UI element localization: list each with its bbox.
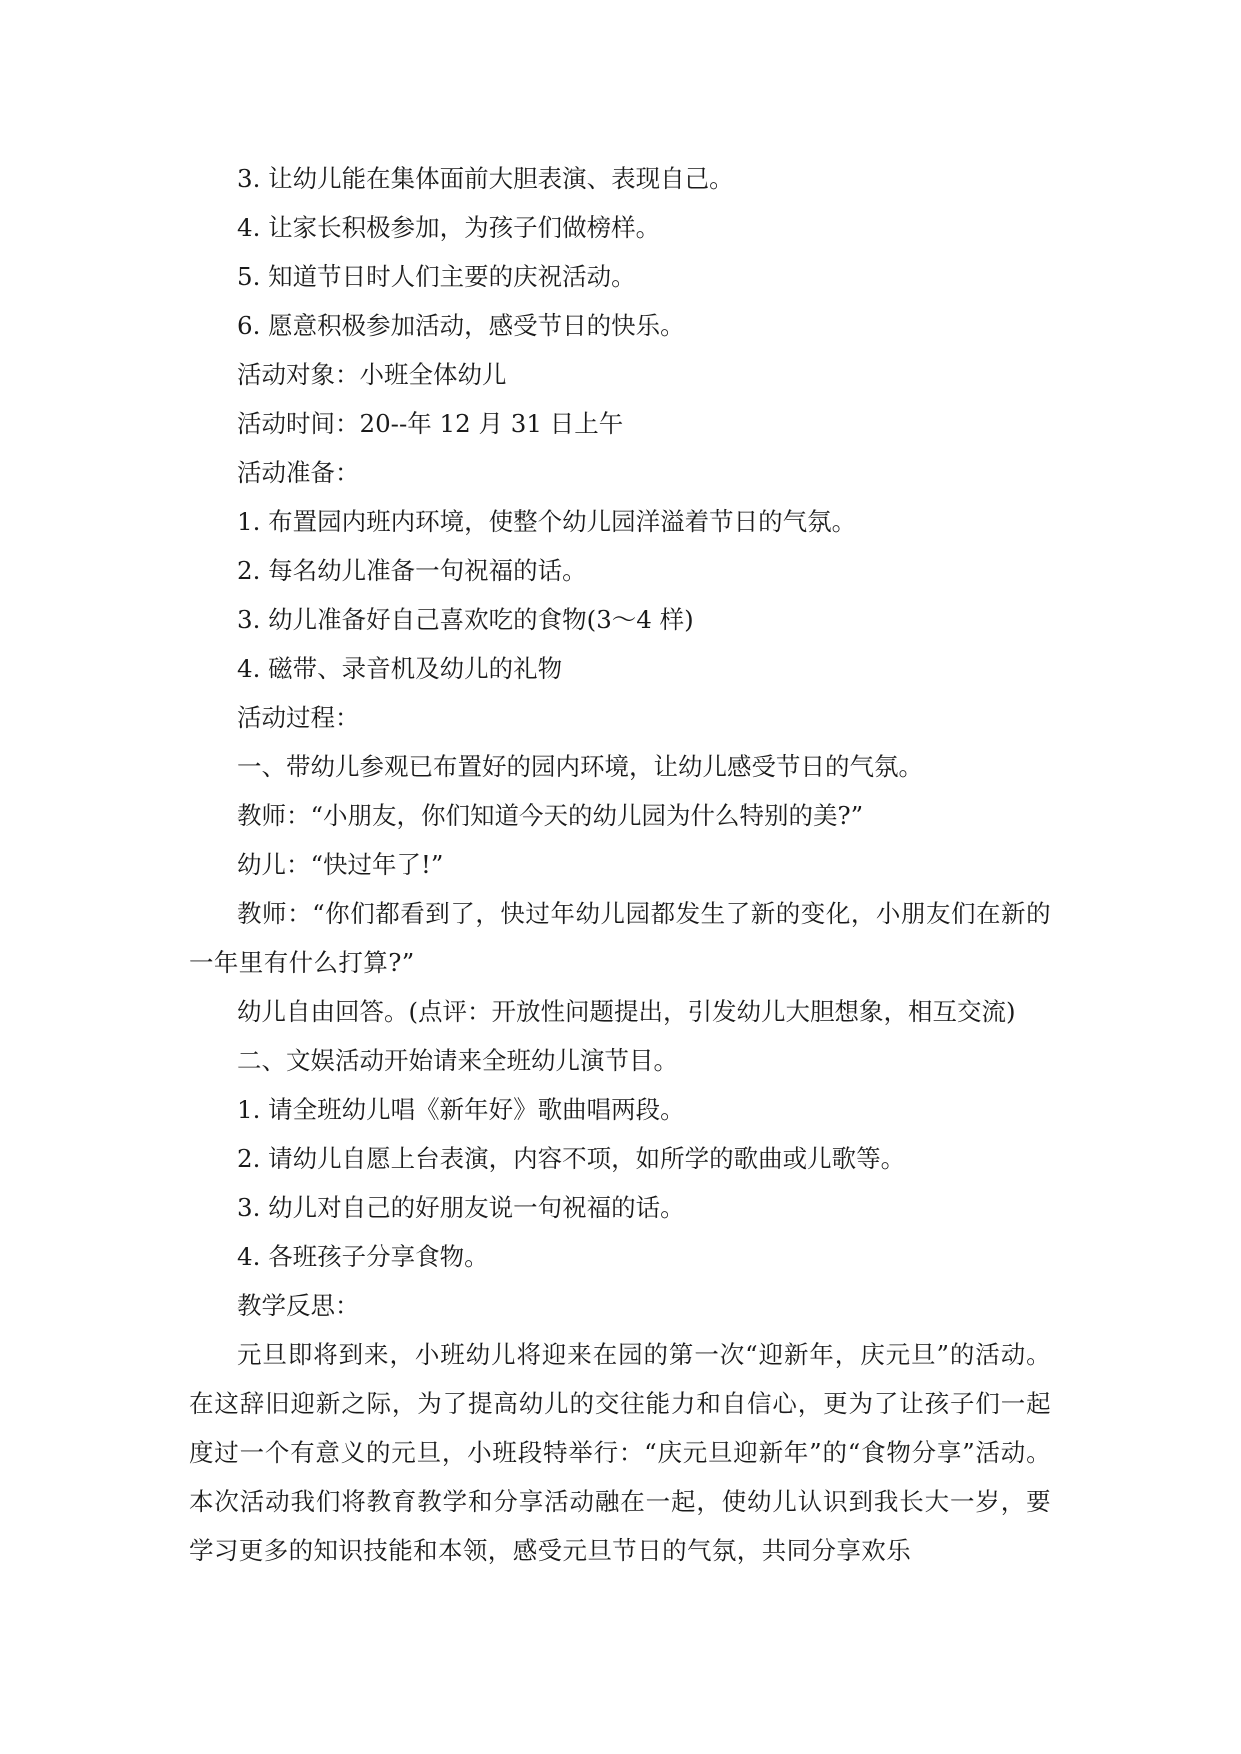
performance-item-2: 2. 请幼儿自愿上台表演，内容不项，如所学的歌曲或儿歌等。	[237, 1144, 906, 1173]
process-step-1: 一、带幼儿参观已布置好的园内环境，让幼儿感受节日的气氛。	[237, 752, 923, 781]
dialogue-teacher-1: 教师：“小朋友，你们知道今天的幼儿园为什么特别的美?”	[237, 801, 864, 830]
preparation-item-4: 4. 磁带、录音机及幼儿的礼物	[237, 654, 563, 683]
reflection-body: 元旦即将到来，小班幼儿将迎来在园的第一次“迎新年，庆元旦”的活动。在这辞旧迎新之际，为了提高幼儿的交往能力和自信心，更为了让孩子们一起度过一个有意义的元旦，小班段特举行：“庆元旦迎新年”的“食物分享”活动。本次活动我们将教育教学和分享活动融在一起，使幼儿认识到我长大一岁，要学习更多的知识技能和本领，感受元旦节日的气氛，共同分享欢乐	[189, 1340, 1051, 1565]
process-step-2: 二、文娱活动开始请来全班幼儿演节目。	[237, 1046, 678, 1075]
preparation-item-2: 2. 每名幼儿准备一句祝福的话。	[237, 556, 587, 585]
preparation-item-3: 3. 幼儿准备好自己喜欢吃的食物(3～4 样)	[237, 605, 694, 634]
process-heading: 活动过程：	[237, 703, 360, 732]
dialogue-child-1: 幼儿：“快过年了!”	[237, 850, 444, 879]
preparation-heading: 活动准备：	[237, 458, 360, 487]
performance-item-1: 1. 请全班幼儿唱《新年好》歌曲唱两段。	[237, 1095, 685, 1124]
free-answer-note: 幼儿自由回答。(点评：开放性问题提出，引发幼儿大胆想象，相互交流)	[237, 997, 1016, 1026]
document-body	[189, 154, 1051, 1575]
activity-time: 活动时间：20--年 12 月 31 日上午	[237, 409, 624, 438]
goal-item-5: 5. 知道节日时人们主要的庆祝活动。	[237, 262, 636, 291]
performance-item-4: 4. 各班孩子分享食物。	[237, 1242, 489, 1271]
dialogue-teacher-2: 教师：“你们都看到了，快过年幼儿园都发生了新的变化，小朋友们在新的一年里有什么打算?”	[189, 899, 1051, 977]
preparation-item-1: 1. 布置园内班内环境，使整个幼儿园洋溢着节日的气氛。	[237, 507, 857, 536]
performance-item-3: 3. 幼儿对自己的好朋友说一句祝福的话。	[237, 1193, 685, 1222]
goal-item-6: 6. 愿意积极参加活动，感受节日的快乐。	[237, 311, 685, 340]
activity-target: 活动对象：小班全体幼儿	[237, 360, 507, 389]
reflection-heading: 教学反思：	[237, 1291, 360, 1320]
goal-item-4: 4. 让家长积极参加，为孩子们做榜样。	[237, 213, 661, 242]
goal-item-3: 3. 让幼儿能在集体面前大胆表演、表现自己。	[237, 164, 734, 193]
